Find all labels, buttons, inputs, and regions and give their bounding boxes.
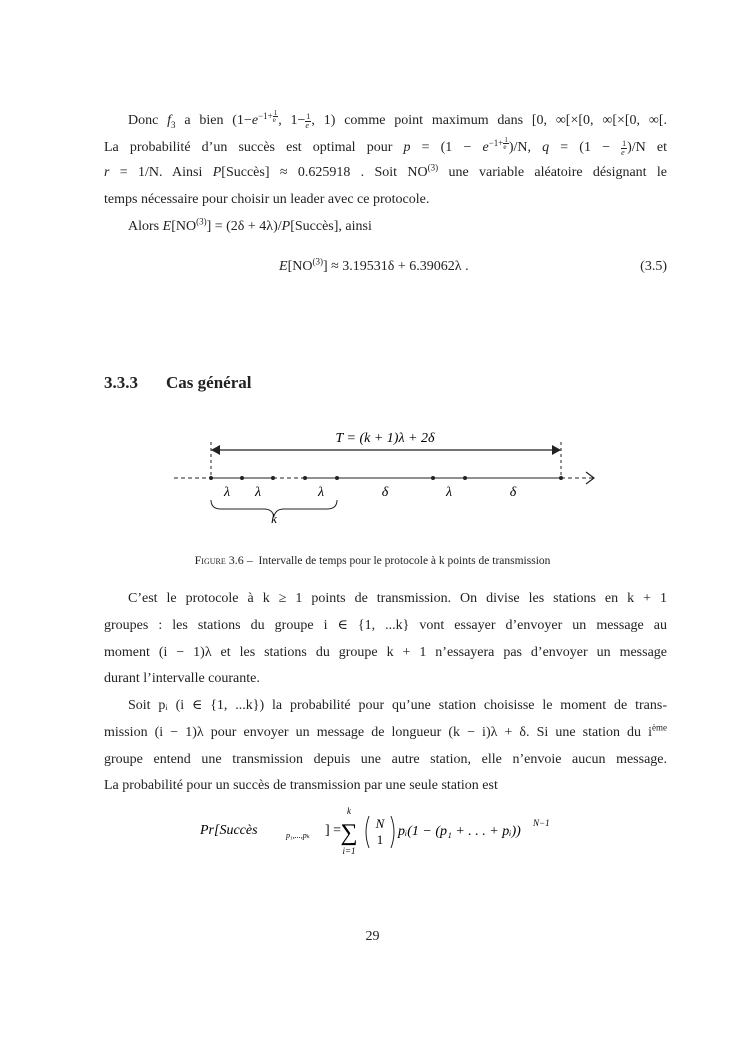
caption-text: Intervalle de temps pour le protocole à k points de transmission	[258, 555, 551, 567]
paragraph-1-line-1: Donc $f_3$ a bien ($1-e^{-1+ \frac{1}{e}}$ , 1− $\frac{1}{e}$ , 1) comme point maximum dans [0, ∞[×[0, ∞[×[0, ∞[.	[128, 109, 667, 131]
svg-text:∑: ∑	[340, 820, 358, 846]
interval-label: δ	[509, 485, 517, 500]
paragraph-3-line-4: durant l’intervalle courante.	[104, 671, 260, 686]
interval-label: λ	[445, 485, 453, 500]
paragraph-4-line-4: La probabilité pour un succès de transmission par une seule station est	[104, 778, 498, 793]
timeline-figure	[0, 420, 745, 550]
equation-3-5: $E[NO^{(3)}] \approx 3.19531\delta + 6.39062\lambda$ .	[279, 256, 469, 274]
binom-bottom: 1	[376, 832, 384, 847]
paragraph-3-line-1: C’est le protocole à k ≥ 1 points de transmission. On divise les stations en k + 1	[128, 591, 667, 606]
caption-prefix: Figure 3.6 –	[194, 553, 253, 567]
section-title: Cas général	[166, 373, 252, 392]
paragraph-1-line-4: temps nécessaire pour choisir un leader avec ce protocole.	[104, 192, 430, 207]
eq-rhs: pᵢ(1 − (p₁ + . . . + pᵢ))	[398, 824, 521, 839]
sum-lower: i=1	[342, 846, 356, 856]
paragraph-4-line-2: mission (i − 1)λ pour envoyer un message de longueur (k − i)λ + δ. Si une station du $i^{ème}$	[104, 722, 667, 740]
eq-lhs-close: ] =	[325, 823, 342, 838]
eq-lhs-sub: p₁,...,pₖ	[286, 831, 310, 840]
binom-top: N	[375, 816, 385, 831]
brace-label: k	[271, 511, 277, 526]
paragraph-4-line-1: Soit pᵢ (i ∈ {1, ...k}) la probabilité pour qu’une station choisisse le moment de trans-	[128, 698, 667, 713]
total-time-label: T = (k + 1)λ + 2δ	[335, 431, 435, 446]
paragraph-1-line-2: La probabilité d’un succès est optimal pour $p = (1 - e^{-1+ \frac{1}{e}}$ )/N, q = (1 − $\frac{1}{e}$ )/N et	[104, 136, 668, 157]
paragraph-3-line-2: groupes : les stations du groupe i ∈ {1, ...k} vont essayer d’envoyer un message au	[104, 618, 667, 633]
interval-label: λ	[254, 485, 262, 500]
figure-caption	[0, 553, 745, 568]
paragraph-3-line-3: moment (i − 1)λ et les stations du groupe k + 1 n’essayera pas d’envoyer un message	[104, 645, 667, 660]
paragraph-4-line-3: groupe entend une transmission depuis une autre station, elle n’envoie aucun message.	[104, 752, 667, 767]
page-number: 29	[365, 929, 380, 944]
success-probability-equation	[200, 804, 600, 860]
interval-label: λ	[223, 485, 231, 500]
equation-number: (3.5)	[640, 259, 667, 274]
section-heading	[104, 373, 251, 393]
paragraph-2: Alors $E[NO^{(3)}] = (2\delta$ + 4λ)/P[Succès], ainsi	[128, 216, 372, 234]
eq-lhs: Pr[Succès	[200, 823, 258, 838]
sum-upper: k	[347, 806, 351, 816]
svg-text:Pr[Succès	[200, 823, 258, 838]
interval-label: δ	[381, 485, 389, 500]
paragraph-1-line-3: r = 1/N. Ainsi P[Succès] ≈ 0.625918 . Soit NO$^{(3)}$ une variable aléatoire désignant le	[104, 162, 667, 180]
section-number: 3.3.3	[104, 373, 138, 392]
interval-label: λ	[317, 485, 325, 500]
eq-rhs-sup: N−1	[533, 818, 550, 828]
